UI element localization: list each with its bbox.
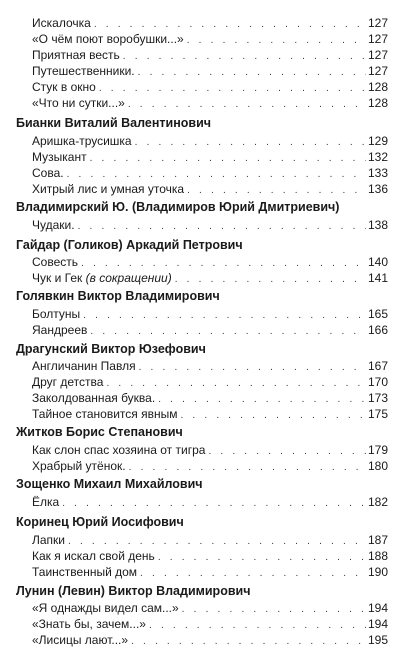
toc-entry [32,270,388,286]
entry-title: «Знать бы, зачем...» [32,617,146,631]
entry-page-number: 129 [367,134,388,148]
entry-page-number: 173 [367,391,388,405]
entry-title: Сова. [32,166,64,180]
toc-entry [32,133,388,149]
author-heading: Лунин (Левин) Виктор Владимирович [16,584,251,598]
entry-page-number: 187 [367,533,388,547]
entry-title: Путешественники. [32,64,135,78]
entry-page-number: 127 [367,48,388,62]
entry-page-number: 127 [367,16,388,30]
toc-entry [32,149,388,165]
toc-entry [32,306,388,322]
toc-entry [32,79,388,95]
entry-title: Стук в окно [32,80,96,94]
dot-leader [187,183,366,199]
entry-page-number: 195 [367,633,388,647]
entry-title: Как слон спас хозяина от тигра [32,443,206,457]
entry-title-note: (в сокращении) [85,271,172,285]
entry-page-number: 190 [367,565,388,579]
toc-entry [32,15,388,31]
author-heading: Владимирский Ю. (Владимиров Юрий Дмитриевич) [16,200,340,214]
toc-entry [32,358,388,374]
author-heading: Зощенко Михаил Михайлович [16,477,203,491]
toc-entry [32,31,388,47]
entry-page-number: 136 [367,182,388,196]
toc-entry [32,47,388,63]
toc-entry [32,322,388,338]
author-heading: Бианки Виталий Валентинович [16,116,212,130]
toc-entry [32,181,388,197]
entry-title: Искалочка [32,16,91,30]
entry-page-number: 127 [367,64,388,78]
author-heading: Коринец Юрий Иосифович [16,515,184,529]
toc-entry [32,95,388,111]
entry-title: Ёлка [32,495,60,509]
entry-page-number: 194 [367,617,388,631]
toc-entry [32,548,388,564]
entry-title: Лапки [32,533,65,547]
toc-entry [32,217,388,233]
toc-entry [32,600,388,616]
dot-leader [180,408,366,424]
entry-title: «О чём поют воробушки...» [32,32,184,46]
entry-title: Заколдованная буква. [32,391,156,405]
entry-title: Хитрый лис и умная уточка [32,182,185,196]
entry-page-number: 141 [367,271,388,285]
dot-leader [140,566,366,582]
entry-page-number: 188 [367,549,388,563]
entry-page-number: 127 [367,32,388,46]
toc-entry [32,390,388,406]
entry-title: Англичанин Павля [32,359,136,373]
author-heading: Житков Борис Степанович [16,425,183,439]
entry-page-number: 140 [367,255,388,269]
dot-leader [175,272,366,288]
dot-leader [128,97,366,113]
entry-title: Совесть [32,255,79,269]
entry-title: Таинственный дом [32,565,138,579]
entry-page-number: 128 [367,96,388,110]
entry-title [32,270,175,286]
dot-leader [131,634,366,650]
entry-page-number: 175 [367,407,388,421]
entry-page-number: 165 [367,307,388,321]
entry-title: «Я однажды видел сам...» [32,601,179,615]
entry-title: Как я искал свой день [32,549,155,563]
toc-entry [32,494,388,510]
toc-entry [32,632,388,648]
entry-page-number: 138 [367,218,388,232]
entry-title: Болтуны [32,307,81,321]
toc-entry [32,458,388,474]
entry-title: «Лисицы лают...» [32,633,129,647]
entry-page-number: 167 [367,359,388,373]
entry-page-number: 182 [367,495,388,509]
entry-title: Тайное становится явным [32,407,178,421]
toc-entry [32,442,388,458]
entry-page-number: 133 [367,166,388,180]
toc-entry [32,532,388,548]
toc-entry [32,254,388,270]
toc-entry [32,63,388,79]
author-heading: Голявкин Виктор Владимирович [16,289,220,303]
entry-title: Храбрый утёнок. [32,459,126,473]
toc-entry [32,406,388,422]
entry-title: Чудаки. [32,218,75,232]
toc-entry [32,616,388,632]
entry-title: Яандреев [32,323,88,337]
entry-page-number: 180 [367,459,388,473]
toc-entry [32,165,388,181]
entry-title: «Что ни сутки...» [32,96,125,110]
entry-page-number: 132 [367,150,388,164]
author-heading: Гайдар (Голиков) Аркадий Петрович [16,238,243,252]
toc-entry [32,374,388,390]
entry-title: Друг детства [32,375,104,389]
entry-title: Приятная весть [32,48,120,62]
dot-leader [62,496,366,512]
dot-leader [129,460,366,476]
entry-page-number: 128 [367,80,388,94]
entry-page-number: 179 [367,443,388,457]
entry-page-number: 166 [367,323,388,337]
dot-leader [78,219,366,235]
author-heading: Драгунский Виктор Юзефович [16,342,206,356]
entry-title: Музыкант [32,150,87,164]
entry-page-number: 170 [367,375,388,389]
toc-entry [32,564,388,580]
entry-title: Аришка-трусишка [32,134,132,148]
dot-leader [90,324,366,340]
entry-title-main: Чук и Гек [32,271,83,285]
entry-page-number: 194 [367,601,388,615]
